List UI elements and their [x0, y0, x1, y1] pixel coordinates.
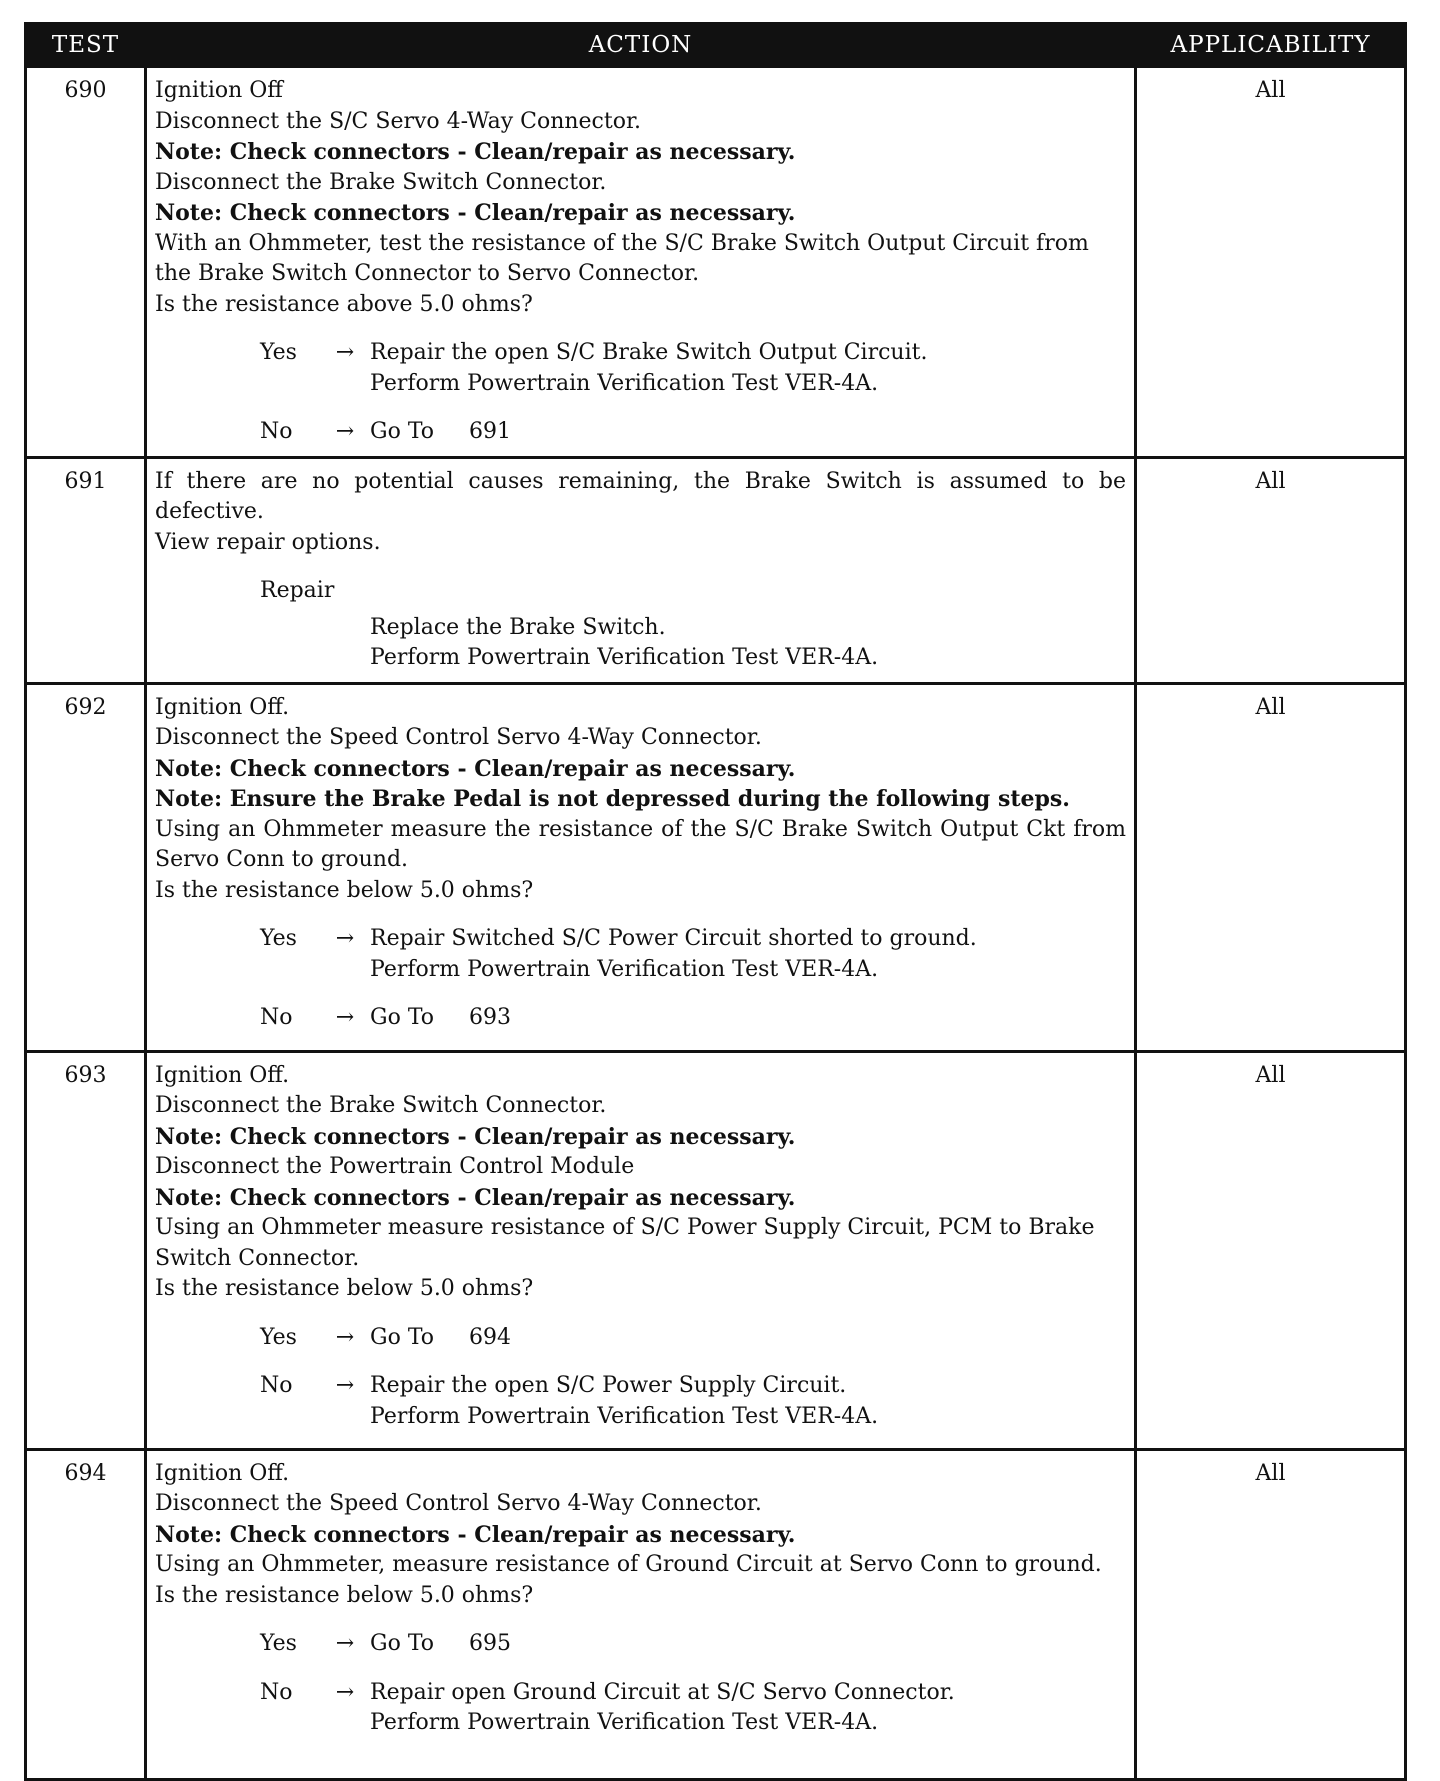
outcome-line: Repair the open S/C Power Supply Circuit. [370, 1373, 847, 1398]
action-cell [146, 1449, 1136, 1779]
header-test: TEST [26, 24, 146, 67]
note-line: Note: Check connectors - Clean/repair as necessary. [155, 139, 796, 165]
diagnostic-test-sheet [24, 22, 1404, 1781]
applicability-cell: All [1136, 67, 1406, 458]
goto-label: Go To [370, 1324, 435, 1350]
step-line: Disconnect the Speed Control Servo 4-Way Connector. [155, 725, 762, 750]
outcome-line: Repair open Ground Circuit at S/C Servo Connector. [370, 1679, 955, 1705]
outcome-line: Repair Switched S/C Power Circuit shorted to ground. [370, 926, 977, 951]
applicability-cell: All [1136, 1051, 1406, 1449]
repair-line: Perform Powertrain Verification Test VER-4A. [370, 645, 879, 670]
test-number: 694 [26, 1449, 146, 1779]
outcome-line: Repair the open S/C Brake Switch Output Circuit. [370, 340, 928, 365]
yes-branch [155, 1323, 1126, 1354]
note-line: Note: Check connectors - Clean/repair as necessary. [155, 1521, 796, 1548]
test-row-690 [26, 67, 1406, 458]
note-line: Note: Ensure the Brake Pedal is not depressed during the following steps. [155, 786, 1070, 812]
yes-label: Yes [260, 926, 297, 951]
outcome-line: Perform Powertrain Verification Test VER-4A. [370, 956, 879, 982]
arrow-icon: → [335, 419, 355, 444]
applicability-cell: All [1136, 457, 1406, 683]
no-label: No [260, 1005, 293, 1030]
no-branch [155, 417, 1126, 448]
repair-options [370, 613, 1126, 674]
header-action: ACTION [146, 24, 1136, 67]
outcome-line: Perform Powertrain Verification Test VER-4A. [370, 1403, 879, 1429]
no-branch [155, 1003, 1126, 1034]
goto-target: 693 [469, 1005, 511, 1030]
yes-branch [155, 1629, 1126, 1660]
test-number: 693 [26, 1051, 146, 1449]
arrow-icon: → [335, 1005, 355, 1030]
yes-label: Yes [260, 1631, 297, 1656]
step-line: If there are no potential causes remaining, the Brake Switch is assumed to be defective. [155, 468, 1126, 524]
repair-label: Repair [260, 578, 335, 603]
goto-label: Go To [370, 1005, 435, 1030]
question-line: Is the resistance below 5.0 ohms? [155, 1582, 534, 1608]
no-label: No [260, 1373, 293, 1398]
test-row-694 [26, 1449, 1406, 1779]
step-line: Ignition Off. [155, 694, 290, 720]
arrow-icon: → [335, 926, 355, 951]
question-line: Is the resistance below 5.0 ohms? [155, 877, 534, 903]
applicability-cell: All [1136, 1449, 1406, 1779]
step-line: Disconnect the Speed Control Servo 4-Way Connector. [155, 1491, 762, 1516]
step-line: Disconnect the Brake Switch Connector. [155, 1093, 607, 1118]
arrow-icon: → [335, 1373, 355, 1398]
test-number: 691 [26, 457, 146, 683]
step-line: With an Ohmmeter, test the resistance of the S/C Brake Switch Output Circuit from the Brake Switch Connector to Servo Connector. [155, 230, 1089, 286]
no-branch [155, 1371, 1126, 1432]
no-branch [155, 1678, 1126, 1739]
no-label: No [260, 419, 293, 444]
yes-label: Yes [260, 340, 297, 365]
goto-target: 694 [469, 1324, 511, 1350]
step-line: Disconnect the Powertrain Control Module [155, 1154, 635, 1179]
applicability-cell: All [1136, 683, 1406, 1051]
test-row-693 [26, 1051, 1406, 1449]
outcome-line: Perform Powertrain Verification Test VER-4A. [370, 370, 879, 396]
step-line: Using an Ohmmeter measure resistance of S/C Power Supply Circuit, PCM to Brake Switch Connector. [155, 1215, 1095, 1271]
action-cell [146, 67, 1136, 458]
arrow-icon: → [335, 1324, 355, 1350]
question-line: Is the resistance below 5.0 ohms? [155, 1276, 534, 1301]
no-label: No [260, 1679, 293, 1705]
step-line: Disconnect the Brake Switch Connector. [155, 169, 607, 195]
step-line: Using an Ohmmeter, measure resistance of Ground Circuit at Servo Conn to ground. [155, 1552, 1102, 1577]
step-line: Using an Ohmmeter measure the resistance of the S/C Brake Switch Output Ckt from Servo Conn to ground. [155, 816, 1126, 872]
step-line: Disconnect the S/C Servo 4-Way Connector. [155, 108, 642, 134]
goto-label: Go To [370, 419, 435, 444]
note-line: Note: Check connectors - Clean/repair as necessary. [155, 755, 796, 782]
step-line: Ignition Off [155, 78, 283, 103]
yes-branch [155, 338, 1126, 399]
step-line: Ignition Off. [155, 1460, 290, 1486]
outcome-line: Perform Powertrain Verification Test VER-4A. [370, 1710, 879, 1735]
note-line: Note: Check connectors - Clean/repair as necessary. [155, 1123, 796, 1150]
question-line: Is the resistance above 5.0 ohms? [155, 291, 533, 317]
action-cell [146, 1051, 1136, 1449]
yes-label: Yes [260, 1324, 297, 1350]
note-line: Note: Check connectors - Clean/repair as necessary. [155, 1184, 796, 1211]
test-row-691 [26, 457, 1406, 683]
goto-target: 691 [469, 419, 511, 444]
yes-branch [155, 924, 1126, 985]
test-number: 690 [26, 67, 146, 458]
arrow-icon: → [335, 1631, 355, 1656]
goto-label: Go To [370, 1631, 435, 1656]
arrow-icon: → [335, 1679, 355, 1705]
test-number: 692 [26, 683, 146, 1051]
step-line: Ignition Off. [155, 1062, 290, 1088]
header-applicability: APPLICABILITY [1136, 24, 1406, 67]
repair-line: Replace the Brake Switch. [370, 614, 666, 640]
diagnostic-table [24, 22, 1407, 1781]
arrow-icon: → [335, 340, 355, 365]
action-cell [146, 457, 1136, 683]
note-line: Note: Check connectors - Clean/repair as necessary. [155, 200, 796, 226]
action-cell [146, 683, 1136, 1051]
goto-target: 695 [469, 1631, 511, 1656]
test-row-692 [26, 683, 1406, 1051]
step-line: View repair options. [155, 529, 381, 555]
header-row [26, 24, 1406, 67]
